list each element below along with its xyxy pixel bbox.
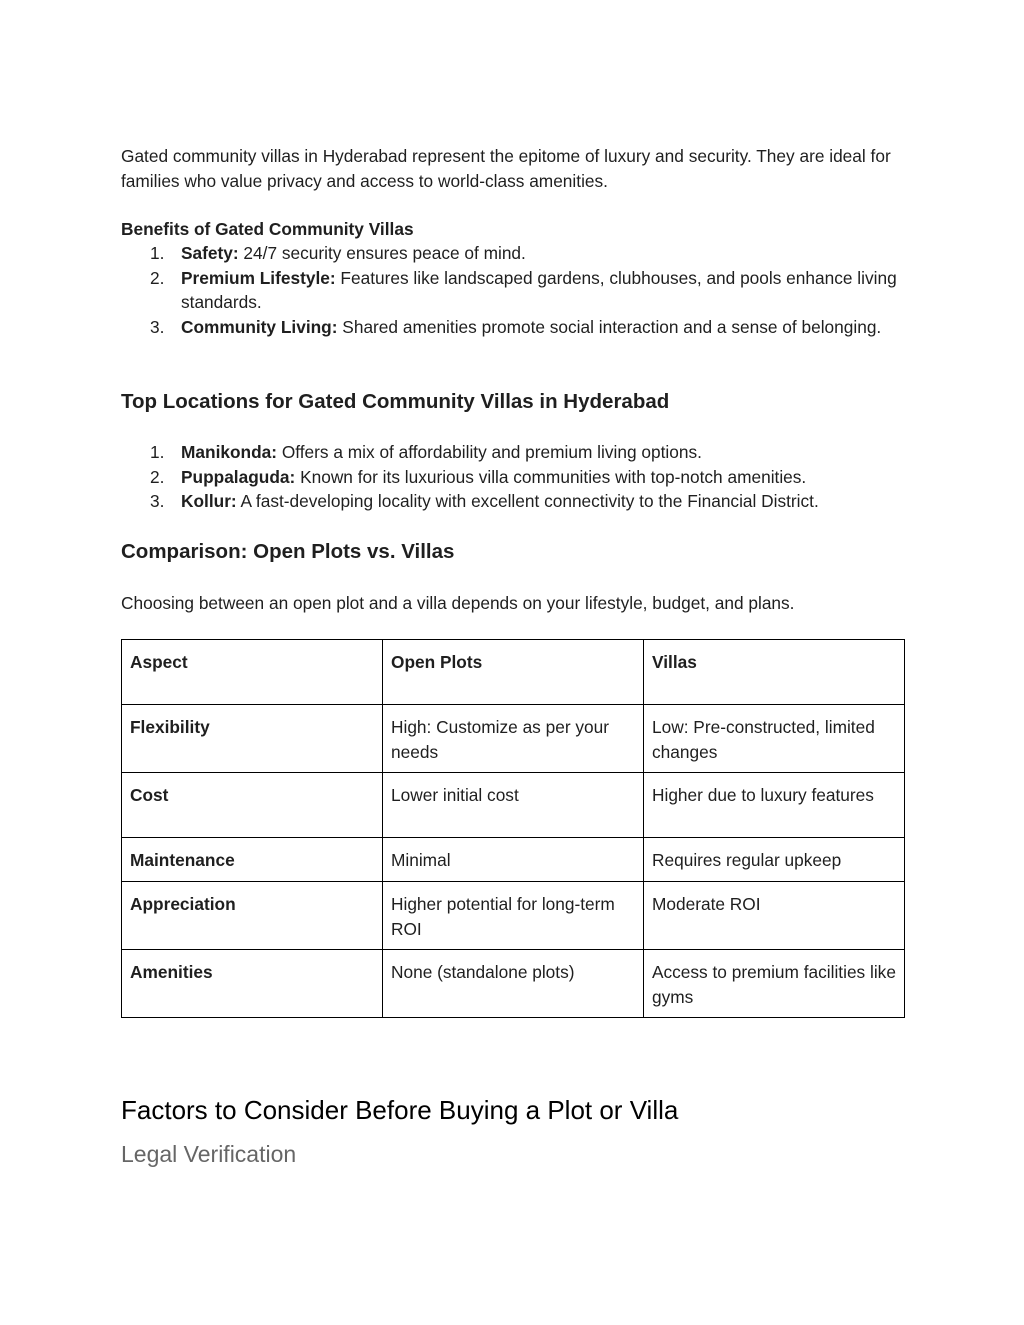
list-item [121, 489, 905, 514]
list-number: 2. [150, 466, 165, 487]
benefits-list [121, 241, 905, 339]
list-item [121, 241, 905, 266]
table-cell: None (standalone plots) [383, 950, 644, 1018]
table-cell: Requires regular upkeep [644, 838, 905, 882]
item-label: Safety: [181, 243, 239, 263]
table-cell: Cost [122, 773, 383, 838]
table-row [122, 950, 905, 1018]
list-number: 1. [150, 243, 165, 263]
item-label: Premium Lifestyle: [181, 267, 336, 288]
table-cell: Low: Pre-constructed, limited changes [644, 705, 905, 773]
list-number: 3. [150, 316, 165, 337]
table-cell: Maintenance [122, 838, 383, 882]
table-row [122, 882, 905, 950]
table-cell: High: Customize as per your needs [383, 705, 644, 773]
list-number: 1. [150, 442, 165, 462]
intro-paragraph: Gated community villas in Hyderabad represent the epitome of luxury and security. They are ideal for families who value privacy and access to world-class amenities. [121, 146, 891, 191]
table-cell: Moderate ROI [644, 882, 905, 950]
table-cell: Access to premium facilities like gyms [644, 950, 905, 1018]
item-label: Manikonda: [181, 442, 278, 462]
table-header-cell: Open Plots [383, 640, 644, 705]
item-text: 24/7 security ensures peace of mind. [238, 243, 526, 263]
table-cell: Higher due to luxury features [644, 773, 905, 838]
locations-list [121, 440, 905, 514]
list-item [121, 440, 905, 465]
legal-verification-subheading: Legal Verification [121, 1141, 297, 1167]
item-text: Features like landscaped gardens, clubhouses, and pools enhance living standards. [181, 267, 897, 312]
table-row [122, 838, 905, 882]
benefits-heading: Benefits of Gated Community Villas [121, 219, 414, 239]
table-row [122, 773, 905, 838]
list-number: 3. [150, 491, 165, 511]
table-header-row [122, 640, 905, 705]
table-row [122, 705, 905, 773]
list-item [121, 315, 905, 340]
locations-heading: Top Locations for Gated Community Villas in Hyderabad [121, 390, 670, 413]
list-number: 2. [150, 267, 165, 288]
item-label: Community Living: [181, 316, 338, 337]
item-text: Known for its luxurious villa communities with top-notch amenities. [295, 466, 807, 487]
factors-heading: Factors to Consider Before Buying a Plot or Villa [121, 1095, 679, 1125]
item-text: Shared amenities promote social interaction and a sense of belonging. [337, 316, 882, 337]
table-cell: Appreciation [122, 882, 383, 950]
item-label: Kollur: [181, 491, 237, 511]
table-header-cell: Villas [644, 640, 905, 705]
table-header-cell: Aspect [122, 640, 383, 705]
table-cell: Amenities [122, 950, 383, 1018]
table-cell: Higher potential for long-term ROI [383, 882, 644, 950]
comparison-table [121, 639, 905, 1018]
item-text: A fast-developing locality with excellent connectivity to the Financial District. [236, 491, 819, 511]
table-cell: Minimal [383, 838, 644, 882]
comparison-heading: Comparison: Open Plots vs. Villas [121, 540, 455, 563]
list-item [121, 266, 905, 315]
item-text: Offers a mix of affordability and premium living options. [277, 442, 702, 462]
table-cell: Flexibility [122, 705, 383, 773]
table-cell: Lower initial cost [383, 773, 644, 838]
list-item [121, 465, 905, 490]
comparison-paragraph: Choosing between an open plot and a villa depends on your lifestyle, budget, and plans. [121, 593, 795, 613]
item-label: Puppalaguda: [181, 466, 296, 487]
